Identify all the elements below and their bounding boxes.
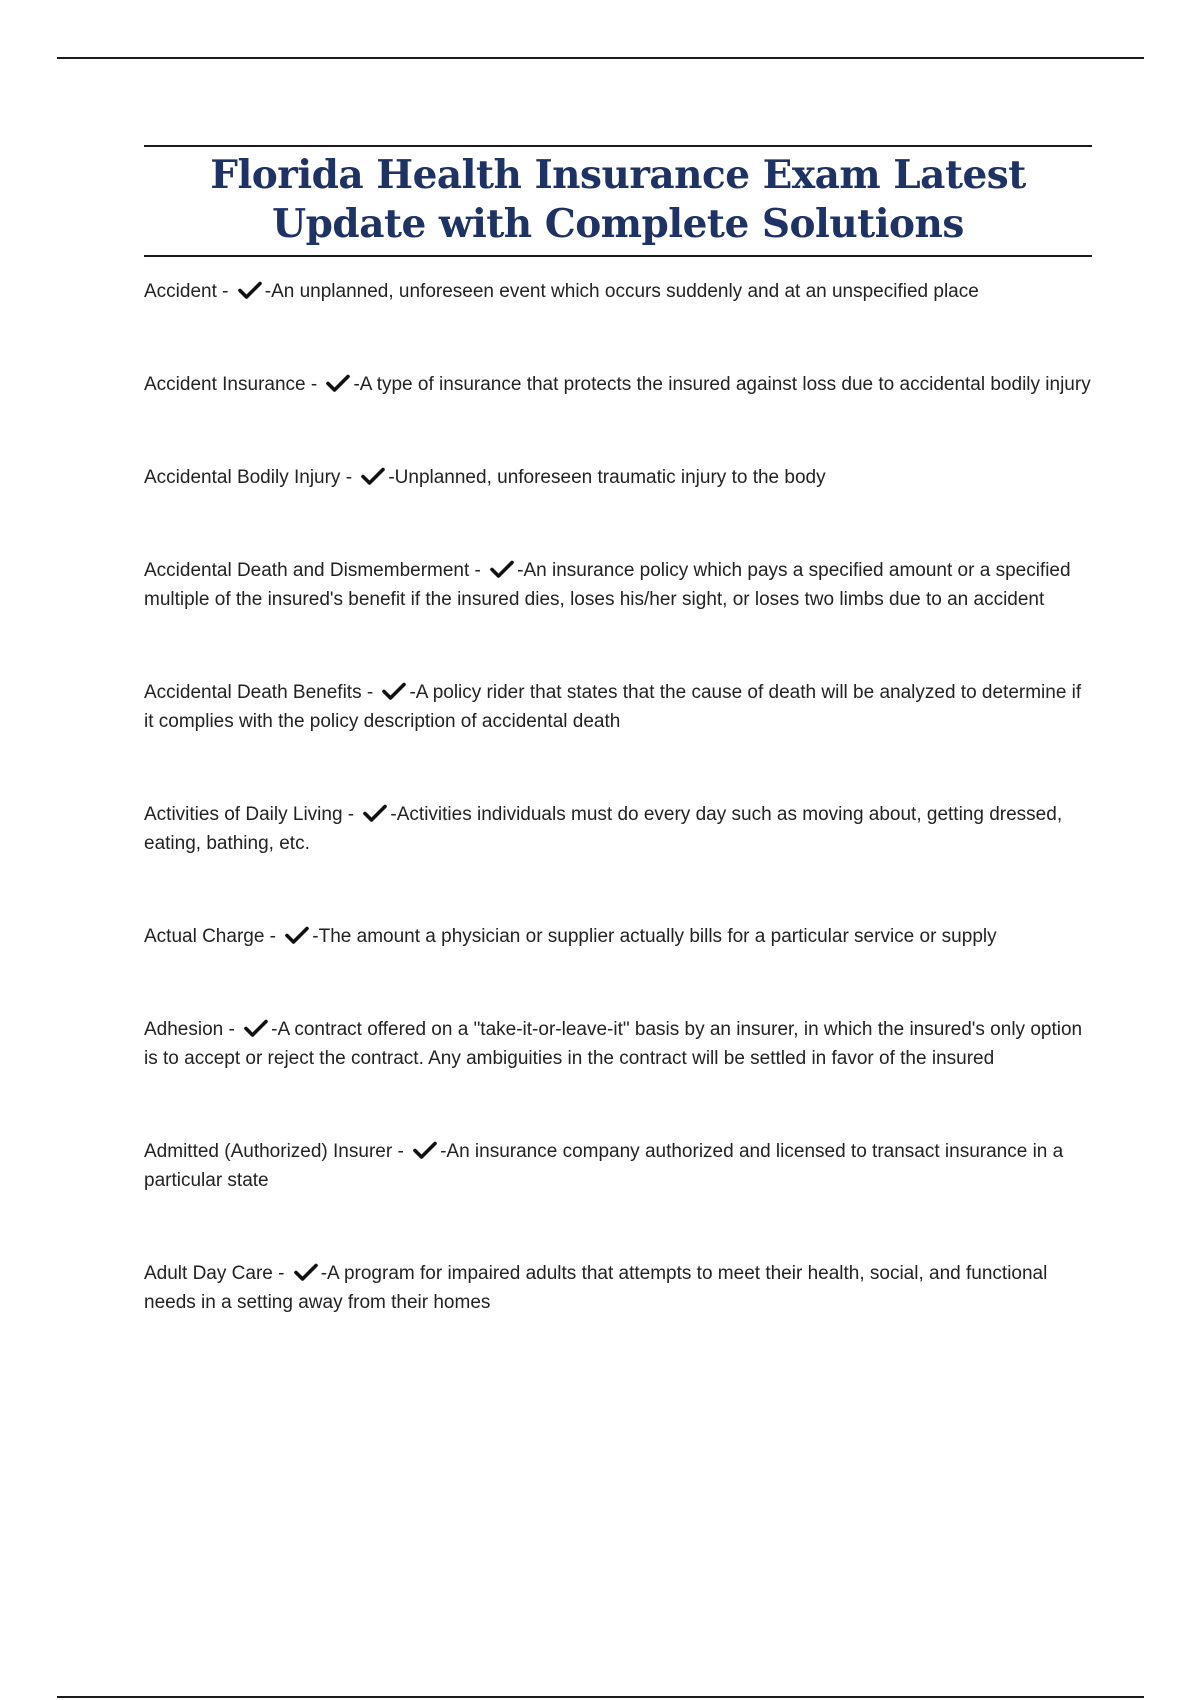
entry-separator: - [264,926,282,947]
check-mark-icon [363,804,387,822]
entry-definition: -A contract offered on a "take-it-or-leave-it" basis by an insurer, in which the insured's only option is to accept or reject the contract. Any ambiguities in the contract will be settled in favor of the insured [144,1019,1083,1069]
document-title [144,151,1092,249]
glossary-entry [144,277,1092,306]
glossary-entry [144,463,1092,492]
page-bottom-rule [57,1696,1144,1698]
check-mark-icon [244,1019,268,1037]
glossary-entry [144,556,1092,614]
glossary-entry [144,1259,1092,1317]
entry-definition: -An insurance policy which pays a specified amount or a specified multiple of the insured's benefit if the insured dies, loses his/her sight, or loses two limbs due to an accident [144,560,1071,610]
entry-term: Accidental Death and Dismemberment [144,560,470,581]
entry-term: Accidental Death Benefits [144,682,362,703]
check-mark-icon [326,374,350,392]
check-mark-icon [413,1141,437,1159]
check-mark-icon [285,926,309,944]
check-mark-icon [490,560,514,578]
glossary-entry [144,678,1092,736]
entry-term: Accident Insurance [144,374,306,395]
glossary-entry [144,370,1092,399]
check-mark-icon [294,1263,318,1281]
entry-separator: - [361,682,379,703]
entry-separator: - [305,374,323,395]
entry-term: Adult Day Care [144,1263,273,1284]
entry-separator: - [392,1141,410,1162]
document-body [144,145,1092,1381]
entry-definition: -A type of insurance that protects the insured against loss due to accidental bodily injury [353,374,1091,395]
title-block [144,145,1092,257]
title-line-2: Update with Complete Solutions [272,201,964,247]
glossary-entry [144,922,1092,951]
entry-separator: - [469,560,487,581]
entry-separator: - [223,1019,241,1040]
entry-definition: -The amount a physician or supplier actually bills for a particular service or supply [312,926,997,947]
entry-definition: -An unplanned, unforeseen event which occurs suddenly and at an unspecified place [264,281,979,302]
check-mark-icon [382,682,406,700]
glossary-entry [144,800,1092,858]
entry-definition: -Unplanned, unforeseen traumatic injury to the body [388,467,826,488]
glossary-list [144,277,1092,1317]
entry-separator: - [216,281,234,302]
page-top-rule [57,57,1144,59]
entry-separator: - [340,467,358,488]
entry-term: Accident [144,281,217,302]
title-line-1: Florida Health Insurance Exam Latest [210,152,1026,198]
entry-definition: -A policy rider that states that the cause of death will be analyzed to determine if it complies with the policy description of accidental death [144,682,1082,732]
entry-definition: -Activities individuals must do every day such as moving about, getting dressed, eating, bathing, etc. [144,804,1063,854]
entry-term: Actual Charge [144,926,265,947]
entry-definition: -A program for impaired adults that attempts to meet their health, social, and functional needs in a setting away from their homes [144,1263,1048,1313]
glossary-entry [144,1015,1092,1073]
check-mark-icon [238,281,262,299]
entry-separator: - [272,1263,290,1284]
entry-separator: - [342,804,360,825]
entry-term: Activities of Daily Living [144,804,343,825]
entry-definition: -An insurance company authorized and licensed to transact insurance in a particular state [144,1141,1064,1191]
entry-term: Admitted (Authorized) Insurer [144,1141,393,1162]
entry-term: Accidental Bodily Injury [144,467,341,488]
check-mark-icon [361,467,385,485]
glossary-entry [144,1137,1092,1195]
entry-term: Adhesion [144,1019,224,1040]
